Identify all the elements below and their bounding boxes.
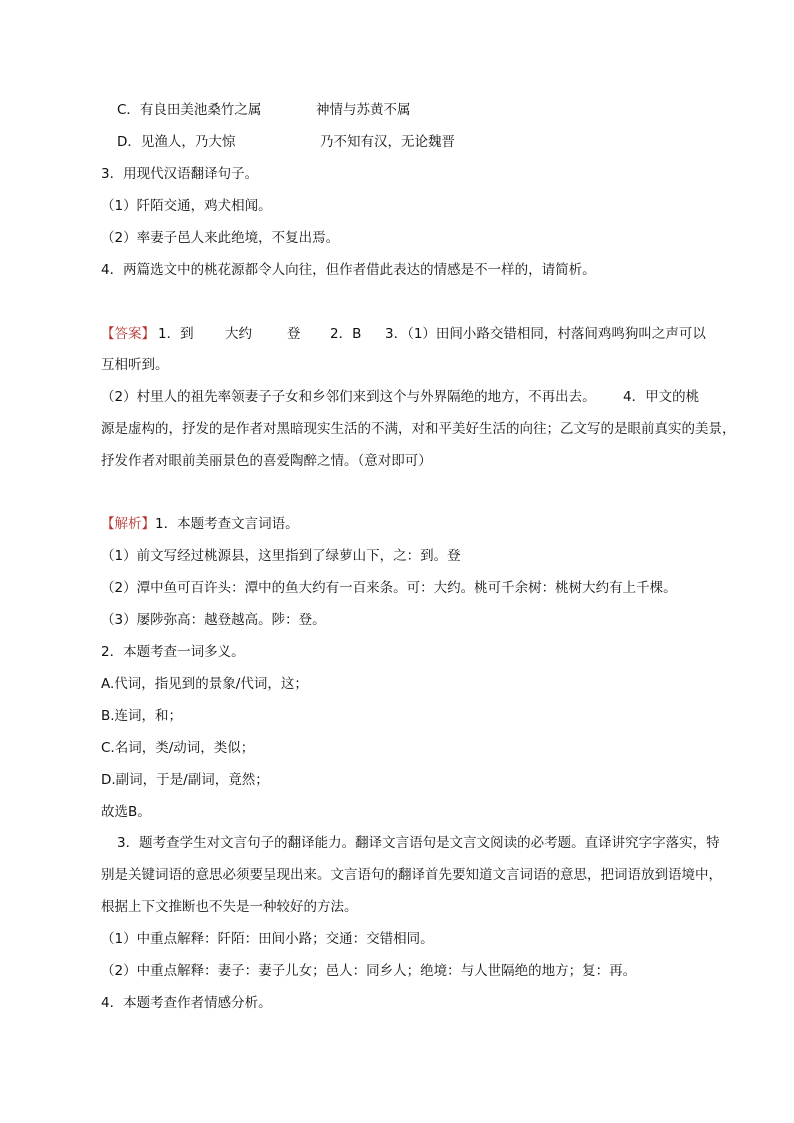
answer-line-5: [101, 452, 432, 470]
analysis-text: D.副词，于是/副词，竟然；: [101, 772, 269, 788]
answer-1-1: 1．到: [158, 326, 194, 342]
analysis-text: 故选B。: [101, 804, 151, 820]
analysis-line-1: [101, 515, 299, 533]
answer-line-3b: [623, 388, 699, 406]
analysis-line: [101, 675, 308, 693]
option-c-right-wrap: [316, 101, 411, 119]
analysis-text: 2．本题考查一词多义。: [101, 644, 245, 660]
analysis-text: 根据上下文推断也不失是一种较好的方法。: [101, 899, 358, 915]
analysis-line: [101, 547, 461, 565]
option-c-right: 神情与苏黄不属: [316, 102, 411, 118]
analysis-text: （2）中重点解释：妻子：妻子儿女；邑人：同乡人；绝境：与人世隔绝的地方；复：再。: [101, 963, 637, 979]
question-3-text: 3．用现代汉语翻译句子。: [101, 166, 259, 182]
answer-3-1: 3．（1）田间小路交错相同，村落间鸡鸣狗叫之声可以: [385, 326, 706, 342]
analysis-text: （1）中重点解释：阡陌：田间小路；交通：交错相同。: [101, 931, 434, 947]
answer-2-wrap: [330, 325, 361, 343]
option-d-right: 乃不知有汉，无论魏晋: [320, 134, 455, 150]
option-d-left: D．见渔人，乃大惊: [117, 134, 236, 150]
answer-line-2-text: 互相听到。: [101, 357, 169, 373]
analysis-text: B.连词，和；: [101, 708, 183, 724]
analysis-line: [101, 771, 269, 789]
option-d-right-wrap: [320, 133, 455, 151]
question-4: [101, 261, 596, 279]
analysis-line: [101, 930, 434, 948]
option-c-left: C．有良田美池桑竹之属: [117, 102, 262, 118]
answer-1b-wrap: [225, 325, 252, 343]
analysis-label: 【解析】: [101, 516, 155, 532]
analysis-line: [101, 611, 326, 629]
question-3: [101, 165, 258, 183]
option-d: [117, 133, 235, 151]
analysis-line: [101, 803, 151, 821]
question-3-1-text: （1）阡陌交通，鸡犬相闻。: [101, 198, 272, 214]
answer-line-4: [101, 420, 736, 438]
question-4-text: 4．两篇选文中的桃花源都令人向往，但作者借此表达的情感是不一样的，请简析。: [101, 262, 596, 278]
analysis-text: 3．题考查学生对文言句子的翻译能力。翻译文言语句是文言文阅读的必考题。直译讲究字字落实，特: [117, 835, 720, 851]
question-3-2: [101, 229, 339, 247]
analysis-text: （2）潭中鱼可百许头：潭中的鱼大约有一百来条。可：大约。桃可千余树：桃树大约有上千棵。: [101, 580, 677, 596]
answer-line-4-text: 源是虚构的，抒发的是作者对黑暗现实生活的不满，对和平美好生活的向往；乙文写的是眼前真实的美景，: [101, 421, 736, 437]
analysis-text: 4．本题考查作者情感分析。: [101, 995, 272, 1011]
question-3-1: [101, 197, 272, 215]
analysis-line: [101, 898, 358, 916]
answer-4-start: 4．甲文的桃: [623, 389, 700, 405]
answer-1-3: 登: [287, 326, 301, 342]
option-c: [117, 101, 261, 119]
question-3-2-text: （2）率妻子邑人来此绝境，不复出焉。: [101, 230, 340, 246]
answer-1c-wrap: [287, 325, 301, 343]
answer-line-5-text: 抒发作者对眼前美丽景色的喜爱陶醉之情。（意对即可）: [101, 453, 432, 469]
analysis-text: （3）屡陟弥高：越登越高。陟：登。: [101, 612, 326, 628]
answer-3-wrap: [385, 325, 706, 343]
answer-label: 【答案】: [101, 326, 155, 342]
answer-1a-wrap: [158, 325, 194, 343]
analysis-line-1-text: 1．本题考查文言词语。: [155, 516, 299, 532]
analysis-line: [101, 707, 182, 725]
analysis-line: [101, 994, 272, 1012]
analysis-line: [117, 834, 720, 852]
analysis-line: [101, 579, 677, 597]
analysis-line: [101, 739, 254, 757]
analysis-line: [101, 962, 636, 980]
analysis-text: 别是关键词语的意思必须要呈现出来。文言语句的翻译首先要知道文言词语的意思，把词语放到语境中，: [101, 867, 722, 883]
answer-3-2: （2）村里人的祖先率领妻子子女和乡邻们来到这个与外界隔绝的地方，不再出去。: [101, 389, 596, 405]
analysis-line: [101, 866, 722, 884]
answer-line-3a: [101, 388, 596, 406]
analysis-line: [101, 643, 245, 661]
answer-1-2: 大约: [225, 326, 252, 342]
analysis-text: （1）前文写经过桃源县，这里指到了绿萝山下，之：到。登: [101, 548, 461, 564]
answer-line-2: [101, 356, 169, 374]
answer-2: 2．B: [330, 326, 362, 342]
analysis-text: C.名词，类/动词，类似；: [101, 740, 255, 756]
answer-line-1: [101, 325, 155, 343]
analysis-text: A.代词，指见到的景象/代词，这；: [101, 676, 308, 692]
